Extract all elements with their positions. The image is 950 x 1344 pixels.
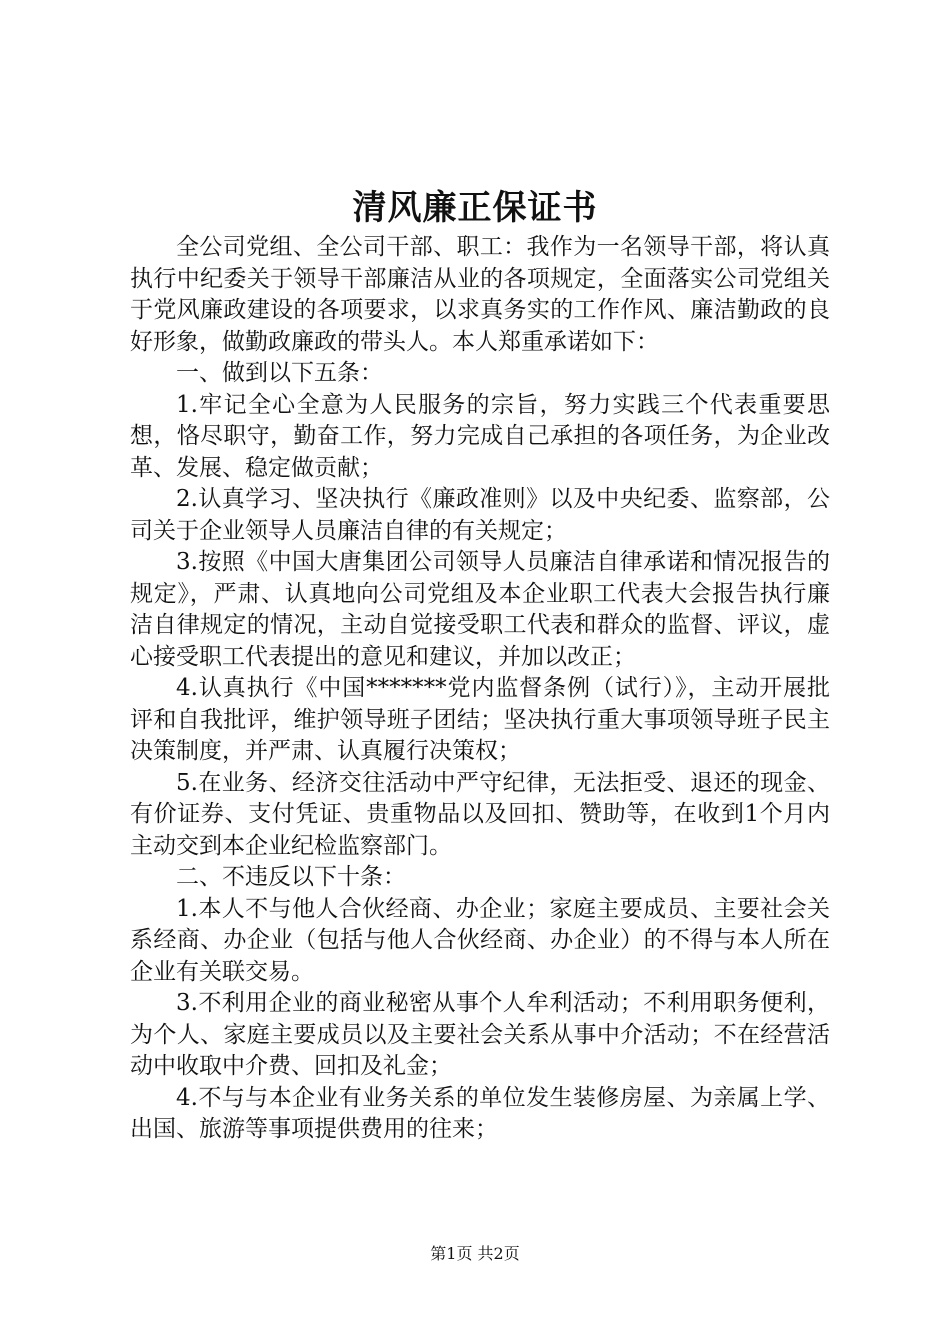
paragraph-rule-2: 2.认真学习、坚决执行《廉政准则》以及中央纪委、监察部，公司关于企业领导人员廉洁自律的有关规定； bbox=[130, 486, 830, 544]
paragraph-intro: 全公司党组、全公司干部、职工：我作为一名领导干部，将认真执行中纪委关于领导干部廉洁从业的各项规定，全面落实公司党组关于党风廉政建设的各项要求，以求真务实的工作作风、廉洁勤政的良好形象，做勤政廉政的带头人。本人郑重承诺如下： bbox=[130, 234, 830, 355]
paragraph-rule-4: 4.认真执行《中国*******党内监督条例（试行）》，主动开展批评和自我批评，维护领导班子团结；坚决执行重大事项领导班子民主决策制度，并严肃、认真履行决策权； bbox=[130, 675, 830, 764]
paragraph-prohibition-4: 4.不与与本企业有业务关系的单位发生装修房屋、为亲属上学、出国、旅游等事项提供费用的往来； bbox=[130, 1084, 830, 1142]
section-heading-five-rules: 一、做到以下五条： bbox=[176, 360, 383, 386]
paragraph-prohibition-1: 1.本人不与他人合伙经商、办企业；家庭主要成员、主要社会关系经商、办企业（包括与他人合伙经商、办企业）的不得与本人所在企业有关联交易。 bbox=[130, 895, 830, 985]
paragraph-prohibition-3: 3.不利用企业的商业秘密从事个人牟利活动；不利用职务便利，为个人、家庭主要成员以及主要社会关系从事中介活动；不在经营活动中收取中介费、回扣及礼金； bbox=[130, 990, 830, 1079]
section-heading-ten-prohibitions: 二、不违反以下十条： bbox=[176, 864, 406, 890]
document-body bbox=[130, 232, 830, 1146]
document-title: 清风廉正保证书 bbox=[352, 188, 598, 228]
paragraph-rule-5: 5.在业务、经济交往活动中严守纪律，无法拒受、退还的现金、有价证券、支付凭证、贵重物品以及回扣、赞助等，在收到1个月内主动交到本企业纪检监察部门。 bbox=[130, 769, 830, 859]
paragraph-rule-1: 1.牢记全心全意为人民服务的宗旨，努力实践三个代表重要思想，恪尽职守，勤奋工作，努力完成自己承担的各项任务，为企业改革、发展、稳定做贡献； bbox=[130, 391, 830, 481]
paragraph-rule-3: 3.按照《中国大唐集团公司领导人员廉洁自律承诺和情况报告的规定》，严肃、认真地向公司党组及本企业职工代表大会报告执行廉洁自律规定的情况，主动自觉接受职工代表和群众的监督、评议，虚心接受职工代表提出的意见和建议，并加以改正； bbox=[130, 549, 830, 670]
page-footer: 第1页 共2页 bbox=[430, 1244, 520, 1263]
